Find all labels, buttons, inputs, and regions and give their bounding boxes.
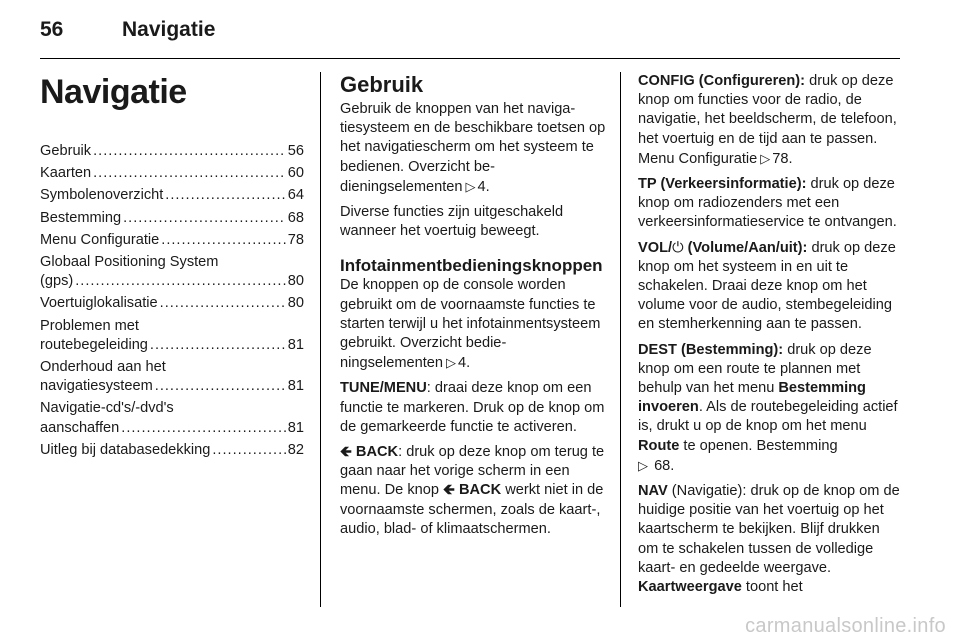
- toc-page-number: 78: [287, 231, 304, 248]
- power-icon: ⏻: [672, 239, 684, 256]
- toc-entry[interactable]: [40, 186, 304, 205]
- toc-page-number: 80: [287, 295, 304, 312]
- toc-entry-label: Gebruik: [40, 143, 92, 159]
- toc-leader-dots: [93, 164, 286, 183]
- usage-column: [340, 72, 606, 545]
- subsection-title: Infotainmentbedieningsknoppen: [340, 256, 603, 276]
- toc-page-number: 82: [287, 441, 304, 458]
- toc-leader-dots: [161, 231, 286, 250]
- paragraph-back: 🡸 BACK: druk op deze knop om terug te gaan naar het vorige scherm in een menu. De knop 🡸 BACK werkt niet in de voornaamste schermen, zoals de kaart-, audio, blad- of klimaatschermen.: [340, 444, 605, 537]
- page-reference-icon: ▷: [638, 457, 648, 473]
- toc-entry-label: Menu Configuratie: [40, 231, 160, 248]
- toc-entry-label: routebegeleiding: [40, 336, 148, 353]
- toc-entry-label: Bestemming: [40, 209, 122, 226]
- page-number: 56: [40, 18, 64, 41]
- back-arrow-icon: 🡸: [443, 482, 455, 499]
- header-rule: [40, 58, 900, 59]
- toc-entry-label: Onderhoud aan het: [40, 359, 166, 376]
- toc-entry[interactable]: [40, 317, 304, 355]
- toc-page-number: 60: [287, 165, 304, 182]
- toc-page-number: 81: [287, 336, 304, 353]
- page-reference-icon: ▷: [465, 178, 476, 194]
- toc-entry[interactable]: [40, 231, 304, 250]
- paragraph: Diverse functies zijn uitgeschakeld wanneer het voertuig beweegt.: [340, 204, 564, 240]
- paragraph: Gebruik de knoppen van het navigatiesysteem en de beschikbare toetsen op het navigatiescherm om het systeem te bedienen. Overzicht bedieningselementen ▷ 4.: [340, 101, 606, 195]
- toc-entry[interactable]: [40, 164, 304, 183]
- toc-entry[interactable]: [40, 209, 304, 228]
- toc-entry-label: Globaal Positioning System: [40, 254, 219, 271]
- running-title: Navigatie: [122, 18, 216, 41]
- toc-entry[interactable]: [40, 441, 304, 460]
- paragraph-vol: VOL/⏻ (Volume/Aan/uit): druk op deze knop om het systeem in en uit te schakelen. Draai deze knop om het volume voor de audio, stembegeleiding en stemherkenning aan te passen.: [638, 239, 896, 333]
- toc-leader-dots: [75, 272, 286, 291]
- toc-leader-dots: [212, 441, 285, 460]
- toc-leader-dots: [160, 294, 286, 313]
- toc-entry-label: Uitleg bij databasedekking: [40, 441, 211, 458]
- section-title: Gebruik: [340, 72, 424, 97]
- toc-page-number: 81: [287, 419, 304, 436]
- toc-leader-dots: [123, 209, 286, 228]
- toc-entry[interactable]: [40, 142, 304, 161]
- toc-page-number: 64: [287, 187, 304, 204]
- paragraph: De knoppen op de console worden gebruikt om de voornaamste functies te starten terwijl u het infotainmentsysteem gebruikt. Overzicht bedieningselementen ▷ 4.: [340, 277, 601, 372]
- toc-leader-dots: [165, 186, 285, 205]
- toc-entry[interactable]: [40, 399, 304, 437]
- toc-leader-dots: [93, 142, 286, 161]
- toc-entry[interactable]: [40, 358, 304, 396]
- watermark: carmanualsonline.info: [745, 615, 946, 637]
- toc-entry-label: Problemen met: [40, 317, 139, 334]
- page-reference-icon: ▷: [446, 355, 457, 371]
- toc-entry-label: (gps): [40, 273, 74, 290]
- paragraph-tp: TP (Verkeersinformatie): druk op deze knop om radiozenders met een verkeersinformatieservice te ontvangen.: [638, 176, 897, 231]
- toc-entry[interactable]: [40, 294, 304, 313]
- toc-entry-label: Symbolenoverzicht: [40, 187, 164, 204]
- toc-leader-dots: [150, 336, 286, 355]
- toc-entry-label: Kaarten: [40, 165, 92, 182]
- paragraph-tune-menu: TUNE/MENU: draai deze knop om een functie te markeren. Druk op de knop om de gemarkeerde functie te activeren.: [340, 380, 605, 435]
- toc-list: [40, 142, 304, 460]
- column-divider: [620, 72, 621, 607]
- toc-entry[interactable]: [40, 253, 304, 291]
- toc-page-number: 56: [287, 143, 304, 159]
- chapter-title: Navigatie: [40, 73, 187, 111]
- toc-entry-label: Navigatie-cd's/-dvd's: [40, 400, 174, 417]
- back-arrow-icon: 🡸: [340, 444, 352, 461]
- controls-column: [638, 72, 902, 603]
- toc-entry-label: Voertuiglokalisatie: [40, 295, 158, 312]
- paragraph-nav: NAV (Navigatie): druk op de knop om de huidige positie van het voertuig op het kaartscherm te bekijken. Blijf drukken om te schakelen tussen de volledige kaart- en gedeelde weergave. Kaartweergave toont het: [638, 483, 900, 596]
- toc-entry-label: navigatiesysteem: [40, 378, 153, 395]
- paragraph-dest: DEST (Bestemming): druk op deze knop om een route te plannen met behulp van het menu Bestemming invoeren. Als de routebegeleiding actief is, drukt u op de knop om het menu Route te openen. Bestemming ▷ 68.: [638, 341, 898, 474]
- paragraph-config: CONFIG (Configureren): druk op deze knop om functies voor de radio, de navigatie, het beeldscherm, de telefoon, het voertuig en de tijd aan te passen. Menu Configuratie ▷ 78.: [638, 73, 897, 167]
- toc-page-number: 81: [287, 378, 304, 395]
- toc-leader-dots: [155, 377, 286, 396]
- page-reference-icon: ▷: [760, 150, 771, 166]
- toc-leader-dots: [121, 419, 286, 438]
- toc-page-number: 68: [287, 209, 304, 226]
- toc-page-number: 80: [287, 273, 304, 290]
- column-divider: [320, 72, 321, 607]
- toc-entry-label: aanschaffen: [40, 419, 120, 436]
- toc-column: [40, 72, 304, 463]
